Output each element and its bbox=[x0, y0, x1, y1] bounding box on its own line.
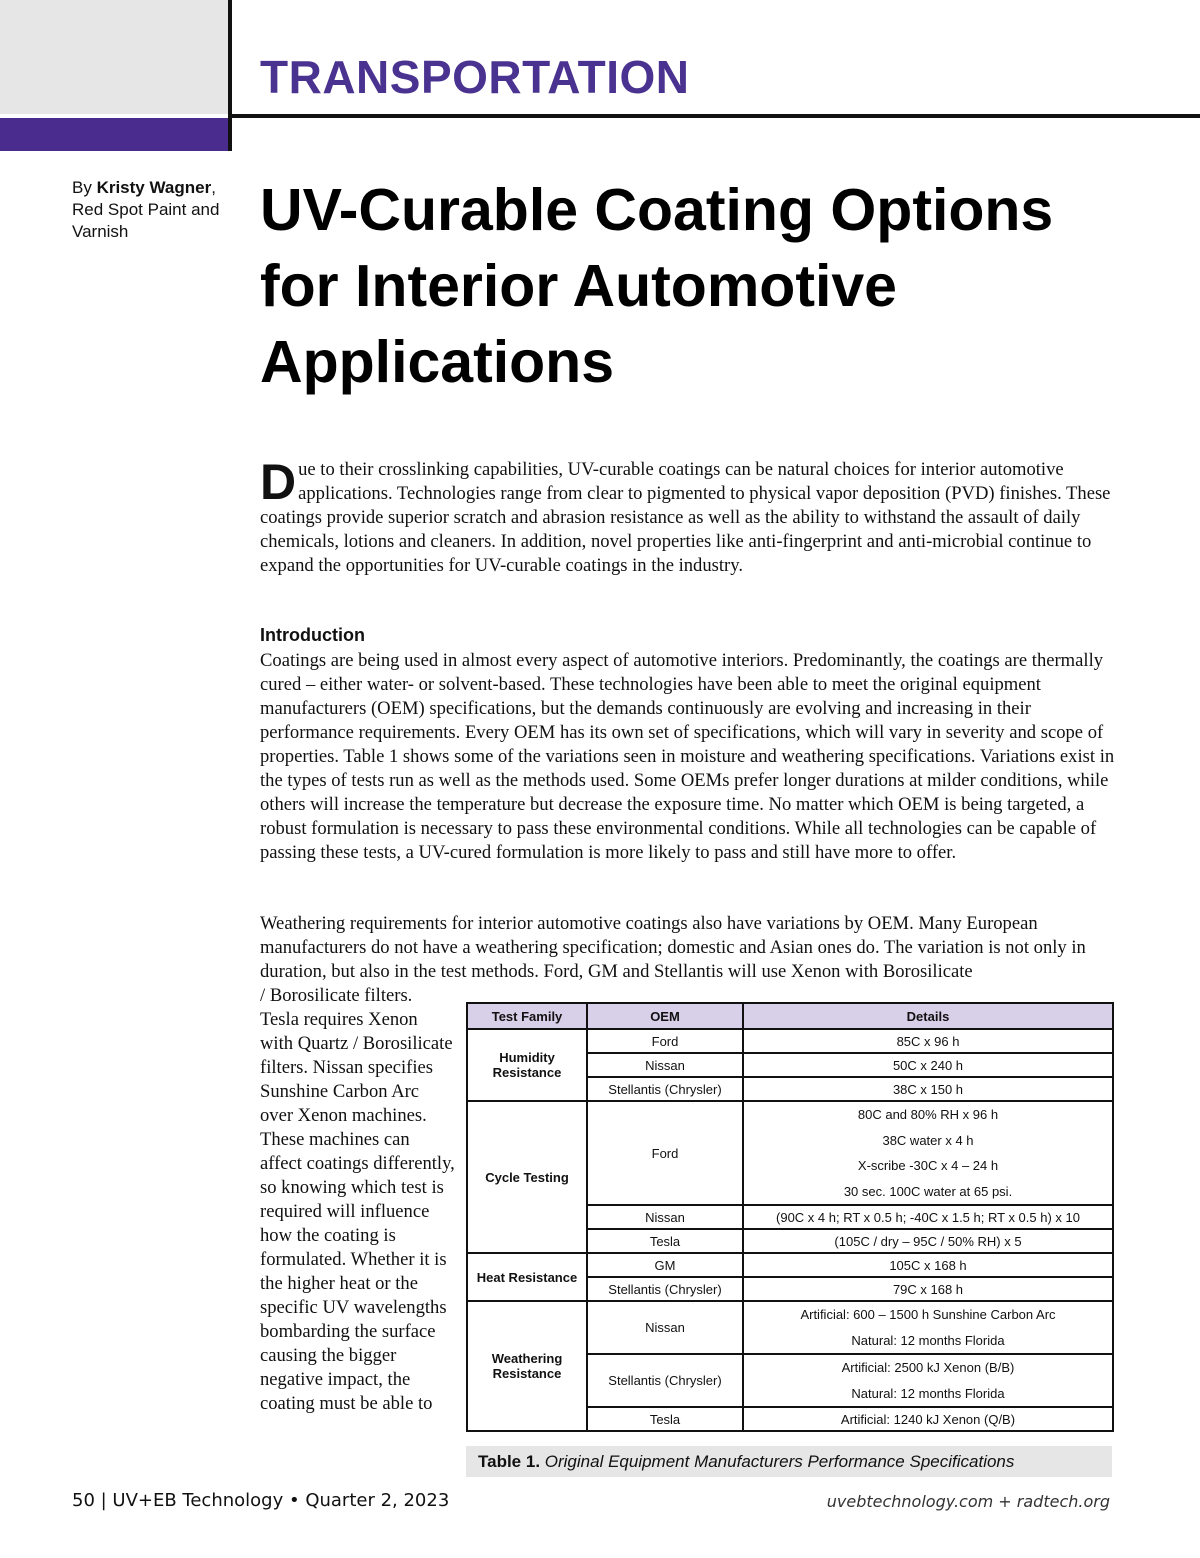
oem-cell: Tesla bbox=[587, 1407, 743, 1431]
detail-line: Artificial: 2500 kJ Xenon (B/B) bbox=[841, 1360, 1015, 1375]
oem-cell: Ford bbox=[587, 1101, 743, 1205]
header-vertical-rule bbox=[228, 0, 232, 151]
detail-cell: Artificial: 1240 kJ Xenon (Q/B) bbox=[743, 1407, 1113, 1431]
detail-line: 30 sec. 100C water at 65 psi. bbox=[843, 1183, 1013, 1199]
family-weathering: Weathering Resistance bbox=[467, 1301, 587, 1431]
caption-label: Table 1. bbox=[478, 1452, 541, 1471]
body-paragraph-2-top: Weathering requirements for interior automotive coatings also have variations by OEM. Many European manufacturers do not have a weathering specification; domestic and Asian ones do. The variation is not only in duration, but also in the test methods. Ford, GM and Stellantis will use Xenon with Borosilicate bbox=[260, 913, 1086, 982]
detail-cell: 38C x 150 h bbox=[743, 1077, 1113, 1101]
detail-line: 38C water x 4 h bbox=[882, 1132, 974, 1148]
detail-cell: (90C x 4 h; RT x 0.5 h; -40C x 1.5 h; RT x 0.5 h) x 10 bbox=[743, 1205, 1113, 1229]
drop-cap: D bbox=[260, 454, 297, 510]
detail-line: Natural: 12 months Florida bbox=[851, 1332, 1005, 1348]
footer-websites: uvebtechnology.com + radtech.org bbox=[826, 1492, 1110, 1511]
body-paragraph-2-column: / Borosilicate filters. Tesla requires Xenon with Quartz / Borosilicate filters. Nissan specifies Sunshine Carbon Arc over Xenon machines. These machines can affect coatings differently, so knowing which test is required will influence how the coating is formulated. Whether it is the higher heat or the specific UV wavelengths bombarding the surface causing the bigger negative impact, the coating must be able to bbox=[260, 985, 455, 1414]
article-title: UV-Curable Coating Options for Interior Automotive Applications bbox=[260, 177, 1054, 395]
header-details: Details bbox=[743, 1003, 1113, 1029]
detail-cell: 105C x 168 h bbox=[743, 1253, 1113, 1277]
detail-cell bbox=[743, 1101, 1113, 1205]
family-cycle: Cycle Testing bbox=[467, 1101, 587, 1253]
table-row bbox=[467, 1301, 1113, 1354]
intro-paragraph bbox=[260, 454, 1120, 578]
table-row bbox=[467, 1029, 1113, 1053]
detail-cell: 50C x 240 h bbox=[743, 1053, 1113, 1077]
detail-cell: 85C x 96 h bbox=[743, 1029, 1113, 1053]
table-header-row bbox=[467, 1003, 1113, 1029]
table-row bbox=[467, 1101, 1113, 1205]
table-caption bbox=[466, 1446, 1112, 1477]
byline bbox=[72, 177, 237, 243]
family-heat: Heat Resistance bbox=[467, 1253, 587, 1301]
detail-cell: (105C / dry – 95C / 50% RH) x 5 bbox=[743, 1229, 1113, 1253]
caption-text: Original Equipment Manufacturers Performance Specifications bbox=[540, 1452, 1015, 1471]
header-horizontal-rule bbox=[228, 114, 1200, 118]
section-title: TRANSPORTATION bbox=[260, 51, 690, 103]
detail-line: Artificial: 600 – 1500 h Sunshine Carbon Arc bbox=[800, 1307, 1056, 1322]
detail-line: 80C and 80% RH x 96 h bbox=[857, 1107, 999, 1122]
table-row bbox=[467, 1253, 1113, 1277]
oem-cell: Stellantis (Chrysler) bbox=[587, 1277, 743, 1301]
section-subhead: Introduction bbox=[260, 625, 365, 645]
intro-text: ue to their crosslinking capabilities, UV-curable coatings can be natural choices for interior automotive applications. Technologies range from clear to pigmented to physical vapor deposition (PVD) finishes. These coatings provide superior scratch and abrasion resistance as well as the ability to withstand the assault of daily chemicals, lotions and cleaners. In addition, novel properties like anti-fingerprint and anti-microbial continue to expand the opportunities for UV-curable coatings in the industry. bbox=[260, 459, 1111, 576]
byline-prefix: By bbox=[72, 178, 97, 197]
oem-cell: GM bbox=[587, 1253, 743, 1277]
oem-cell: Ford bbox=[587, 1029, 743, 1053]
detail-cell bbox=[743, 1301, 1113, 1354]
header-accent-bar bbox=[0, 118, 228, 151]
header-gray-block bbox=[0, 0, 228, 114]
oem-cell: Tesla bbox=[587, 1229, 743, 1253]
oem-cell: Nissan bbox=[587, 1205, 743, 1229]
body-paragraph-1: Coatings are being used in almost every aspect of automotive interiors. Predominantly, the coatings are thermally cured – either water- or solvent-based. These technologies have been able to meet the original equipment manufacturers (OEM) specifications, but the demands continuously are evolving and increasing in their performance requirements. Every OEM has its own set of specifications, which will vary in severity and scope of properties. Table 1 shows some of the variations seen in moisture and weathering specifications. Variations exist in the types of tests run as well as the methods used. Some OEMs prefer longer durations at milder conditions, while others will increase the temperature but decrease the exposure time. No matter which OEM is being targeted, a robust formulation is necessary to pass these environmental conditions. While all technologies can be capable of passing these tests, a UV-cured formulation is more likely to pass and still have more to offer. bbox=[260, 650, 1115, 863]
detail-cell: 79C x 168 h bbox=[743, 1277, 1113, 1301]
header-oem: OEM bbox=[587, 1003, 743, 1029]
detail-line: Natural: 12 months Florida bbox=[851, 1385, 1005, 1401]
family-humidity: Humidity Resistance bbox=[467, 1029, 587, 1101]
oem-cell: Stellantis (Chrysler) bbox=[587, 1354, 743, 1407]
header-test-family: Test Family bbox=[467, 1003, 587, 1029]
detail-line: X-scribe -30C x 4 – 24 h bbox=[857, 1158, 999, 1173]
detail-cell bbox=[743, 1354, 1113, 1407]
byline-author: Kristy Wagner bbox=[96, 178, 212, 197]
byline-affiliation: , Red Spot Paint and Varnish bbox=[72, 178, 220, 241]
oem-cell: Stellantis (Chrysler) bbox=[587, 1077, 743, 1101]
footer-page-info: 50 | UV+EB Technology • Quarter 2, 2023 bbox=[72, 1490, 450, 1511]
oem-cell: Nissan bbox=[587, 1301, 743, 1354]
oem-cell: Nissan bbox=[587, 1053, 743, 1077]
oem-spec-table bbox=[466, 1002, 1114, 1432]
